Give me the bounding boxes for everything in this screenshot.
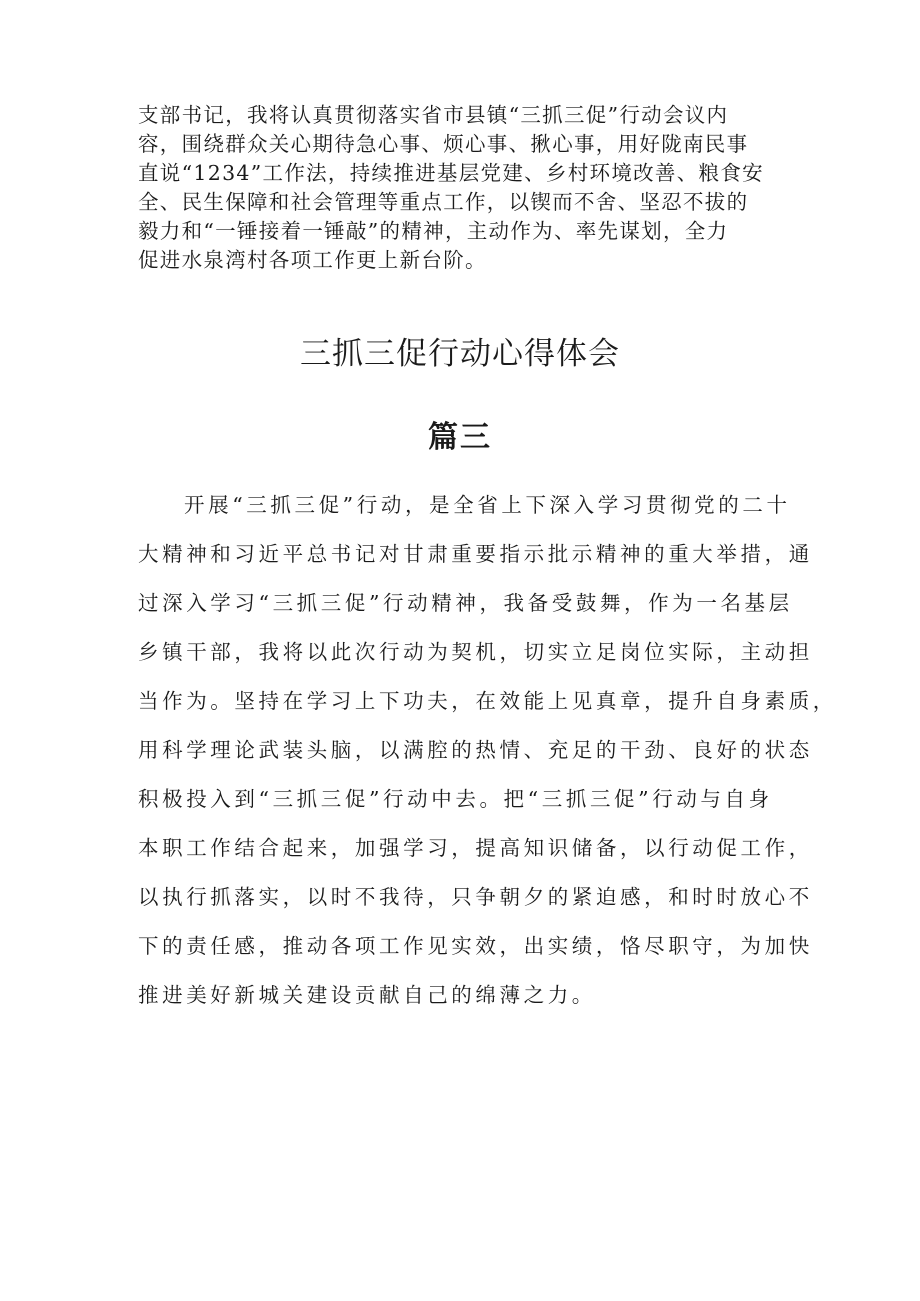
section-subtitle: 篇三 (428, 420, 492, 455)
paragraph-line: 乡镇干部，我将以此次行动为契机，切实立足岗位实际，主动担 (138, 640, 813, 664)
paragraph-line: 过深入学习“三抓三促”行动精神，我备受鼓舞，作为一名基层 (138, 591, 793, 615)
paragraph-line: 直说“1234”工作法，持续推进基层党建、乡村环境改善、粮食安 (138, 161, 764, 185)
paragraph-line: 全、民生保障和社会管理等重点工作，以锲而不舍、坚忍不拔的 (138, 190, 749, 214)
paragraph-line: 大精神和习近平总书记对甘肃重要指示批示精神的重大举措，通 (138, 542, 813, 566)
paragraph-line: 支部书记，我将认真贯彻落实省市县镇“三抓三促”行动会议内 (138, 103, 729, 127)
paragraph-line: 毅力和“一锤接着一锤敲”的精神，主动作为、率先谋划，全力 (138, 219, 729, 243)
paragraph-line: 以执行抓落实，以时不我待，只争朝夕的紧迫感，和时时放心不 (138, 885, 813, 909)
paragraph-line: 促进水泉湾村各项工作更上新台阶。 (138, 248, 487, 272)
paragraph-line: 积极投入到“三抓三促”行动中去。把“三抓三促”行动与自身 (138, 787, 773, 811)
paragraph-line: 开展“三抓三促”行动，是全省上下深入学习贯彻党的二十 (184, 493, 791, 517)
paragraph-line: 推进美好新城关建设贡献自己的绵薄之力。 (138, 983, 596, 1007)
document-title: 三抓三促行动心得体会 (300, 336, 620, 372)
paragraph-line: 下的责任感，推动各项工作见实效，出实绩，恪尽职守，为加快 (138, 934, 813, 958)
paragraph-line: 当作为。坚持在学习上下功夫，在效能上见真章，提升自身素质， (138, 689, 837, 713)
paragraph-line: 本职工作结合起来，加强学习，提高知识储备，以行动促工作， (138, 836, 813, 860)
paragraph-line: 容，围绕群众关心期待急心事、烦心事、揪心事，用好陇南民事 (138, 132, 749, 156)
paragraph-line: 用科学理论武装头脑，以满腔的热情、充足的干劲、良好的状态 (138, 738, 813, 762)
